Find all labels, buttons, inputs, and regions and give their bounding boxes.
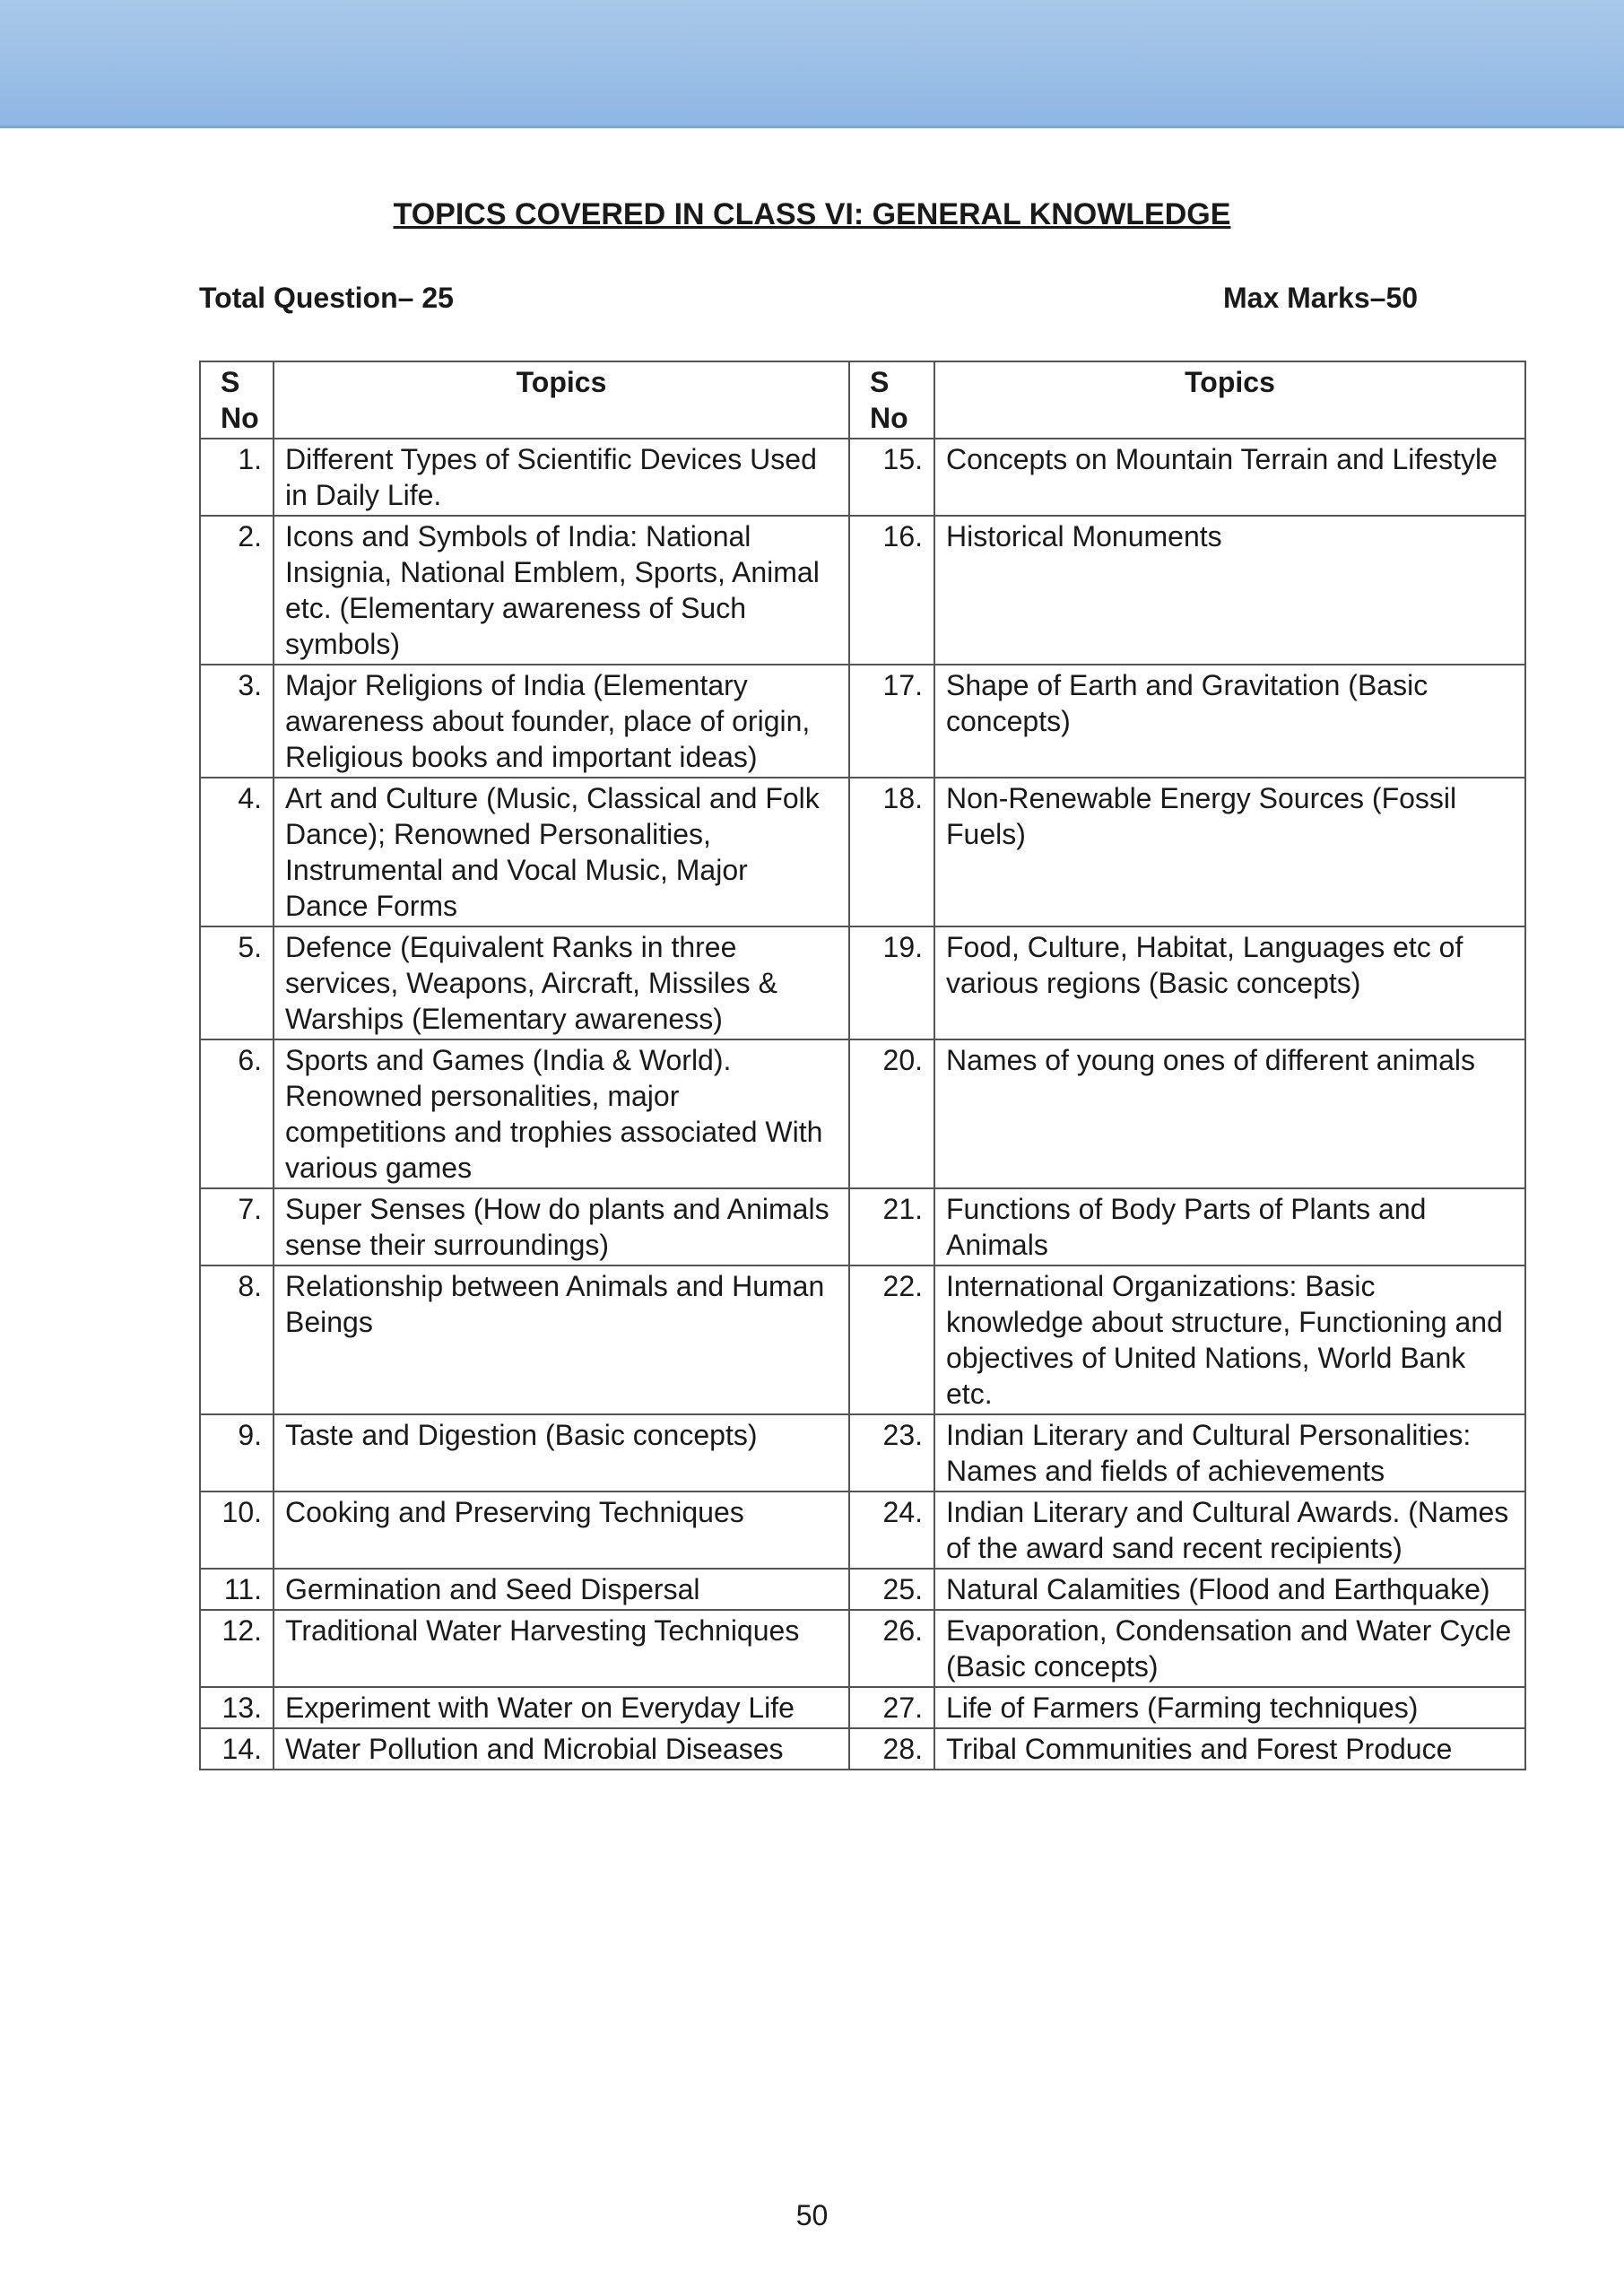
serial-number: 3. [200,665,274,778]
topic-cell: Super Senses (How do plants and Animals sense their surroundings) [274,1188,849,1265]
topic-cell: Historical Monuments [934,516,1525,665]
serial-number: 28. [849,1728,934,1770]
topic-cell: Tribal Communities and Forest Produce [934,1728,1525,1770]
topic-cell: Functions of Body Parts of Plants and Animals [934,1188,1525,1265]
serial-number: 19. [849,926,934,1039]
topic-cell: Indian Literary and Cultural Awards. (Names of the award sand recent recipients) [934,1492,1525,1569]
serial-number: 21. [849,1188,934,1265]
serial-number: 20. [849,1039,934,1188]
topic-cell: Art and Culture (Music, Classical and Folk Dance); Renowned Personalities, Instrumental and Vocal Music, Major Dance Forms [274,778,849,926]
column-header-topics: Topics [934,361,1525,439]
table-row [200,1414,1525,1492]
topic-cell: Germination and Seed Dispersal [274,1569,849,1610]
table-row [200,926,1525,1039]
serial-number: 1. [200,439,274,516]
topic-cell: Life of Farmers (Farming techniques) [934,1687,1525,1728]
serial-number: 12. [200,1610,274,1687]
topic-cell: Natural Calamities (Flood and Earthquake) [934,1569,1525,1610]
table-row [200,1039,1525,1188]
table-row [200,665,1525,778]
serial-number: 2. [200,516,274,665]
serial-number: 11. [200,1569,274,1610]
serial-number: 7. [200,1188,274,1265]
topic-cell: Food, Culture, Habitat, Languages etc of various regions (Basic concepts) [934,926,1525,1039]
serial-number: 10. [200,1492,274,1569]
serial-number: 4. [200,778,274,926]
topic-cell: Non-Renewable Energy Sources (Fossil Fuels) [934,778,1525,926]
serial-number: 5. [200,926,274,1039]
table-header-row [200,361,1525,439]
topic-cell: Evaporation, Condensation and Water Cycle (Basic concepts) [934,1610,1525,1687]
max-marks: Max Marks–50 [1223,282,1419,314]
topic-cell: Traditional Water Harvesting Techniques [274,1610,849,1687]
serial-number: 22. [849,1265,934,1414]
page-number: 50 [795,2199,829,2231]
page-title: TOPICS COVERED IN CLASS VI: GENERAL KNOWLEDGE [393,197,1231,231]
topic-cell: Defence (Equivalent Ranks in three services, Weapons, Aircraft, Missiles & Warships (Elementary awareness) [274,926,849,1039]
table-row [200,516,1525,665]
serial-number: 18. [849,778,934,926]
serial-number: 6. [200,1039,274,1188]
topic-cell: Names of young ones of different animals [934,1039,1525,1188]
table-row [200,1569,1525,1610]
column-header-topics: Topics [274,361,849,439]
topic-cell: Different Types of Scientific Devices Used in Daily Life. [274,439,849,516]
serial-number: 16. [849,516,934,665]
topic-cell: International Organizations: Basic knowledge about structure, Functioning and objectives of United Nations, World Bank etc. [934,1265,1525,1414]
table-row [200,1610,1525,1687]
serial-number: 14. [200,1728,274,1770]
table-row [200,1728,1525,1770]
topic-cell: Indian Literary and Cultural Personalities: Names and fields of achievements [934,1414,1525,1492]
serial-number: 8. [200,1265,274,1414]
topic-cell: Major Religions of India (Elementary awareness about founder, place of origin, Religious books and important ideas) [274,665,849,778]
table-row [200,1492,1525,1569]
serial-number: 17. [849,665,934,778]
header-band [0,0,1624,128]
table-row [200,1687,1525,1728]
total-question: Total Question– 25 [199,282,454,314]
serial-number: 24. [849,1492,934,1569]
topic-cell: Sports and Games (India & World). Renowned personalities, major competitions and trophies associated With various games [274,1039,849,1188]
serial-number: 27. [849,1687,934,1728]
topic-cell: Relationship between Animals and Human Beings [274,1265,849,1414]
serial-number: 13. [200,1687,274,1728]
serial-number: 23. [849,1414,934,1492]
table-row [200,1188,1525,1265]
topic-cell: Concepts on Mountain Terrain and Lifestyle [934,439,1525,516]
serial-number: 15. [849,439,934,516]
table-row [200,439,1525,516]
topic-cell: Water Pollution and Microbial Diseases [274,1728,849,1770]
topics-table [199,361,1526,1770]
serial-number: 26. [849,1610,934,1687]
column-header-sno: S No [849,361,934,439]
topic-cell: Taste and Digestion (Basic concepts) [274,1414,849,1492]
table-row [200,778,1525,926]
topic-cell: Icons and Symbols of India: National Insignia, National Emblem, Sports, Animal etc. (Elementary awareness of Such symbols) [274,516,849,665]
column-header-sno: S No [200,361,274,439]
topic-cell: Shape of Earth and Gravitation (Basic concepts) [934,665,1525,778]
topic-cell: Cooking and Preserving Techniques [274,1492,849,1569]
serial-number: 25. [849,1569,934,1610]
table-row [200,1265,1525,1414]
serial-number: 9. [200,1414,274,1492]
topic-cell: Experiment with Water on Everyday Life [274,1687,849,1728]
